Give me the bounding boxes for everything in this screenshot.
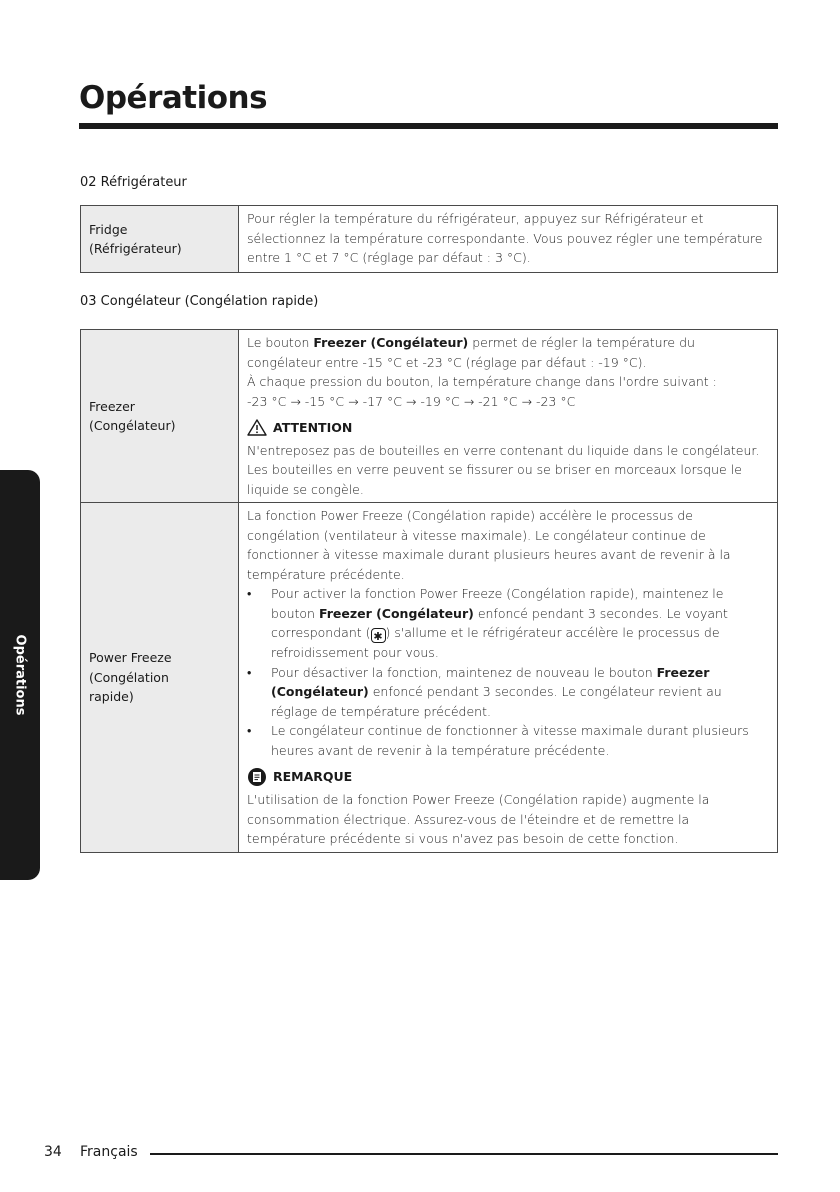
row-label-line: Freezer (89, 398, 135, 414)
section-heading-fridge: 02 Réfrigérateur (80, 175, 187, 190)
list-item (247, 721, 769, 760)
attention-text: N'entreposez pas de bouteilles en verre contenant du liquide dans le congélateur. Les bouteilles en verre peuvent se fissurer ou se briser en morceaux lorsque le liquide se congèle. (247, 442, 760, 497)
bullet-dot: • (247, 664, 252, 680)
title-rule (79, 123, 778, 129)
list-item (247, 663, 769, 722)
page-title: Opérations (79, 80, 268, 116)
text-run: permet de régler la température du congélateur entre -15 °C et -23 °C (réglage par défaut : -19 °C). (247, 335, 695, 370)
freezer-button-name: Freezer (Congélateur) (271, 664, 710, 699)
bullet-dot: • (247, 586, 252, 601)
freezer-paragraph (247, 333, 769, 372)
row-label-line: (Congélateur) (89, 418, 176, 433)
text-run: enfoncé pendant 3 secondes. Le congélateur revient au réglage de température précédent. (271, 684, 722, 719)
freezer-table (80, 329, 778, 853)
freezer-sequence: -23 °C → -15 °C → -17 °C → -19 °C → -21 °C → -23 °C (247, 393, 576, 409)
row-description (239, 503, 778, 853)
table-row (81, 330, 778, 503)
row-label (81, 206, 239, 273)
row-description (239, 206, 778, 273)
row-label (81, 330, 239, 503)
row-label (81, 503, 239, 853)
bullet-dot: • (247, 723, 252, 738)
power-freeze-intro: La fonction Power Freeze (Congélation rapide) accélère le processus de congélation (ventilateur à vitesse maximale). Le congélateur continue de fonctionner à vitesse maximale durant plusieurs heures avant de revenir à la température précédente. (247, 508, 731, 582)
row-label-line: (Congélation (89, 669, 169, 685)
attention-title: ATTENTION (273, 420, 353, 435)
table-row (81, 206, 778, 273)
text-run: Le bouton (247, 335, 314, 350)
power-freeze-bullets (247, 584, 769, 760)
freezer-button-name: Freezer (Congélateur) (318, 605, 474, 621)
list-item (247, 584, 769, 663)
footer-rule (150, 1153, 778, 1155)
fridge-description: Pour régler la température du réfrigérateur, appuyez sur Réfrigérateur et sélectionnez la température correspondante. Vous pouvez régler une température entre 1 °C et 7 °C (réglage par défaut : 3 °C). (247, 211, 763, 265)
row-label-line: rapide) (89, 689, 134, 704)
row-label-line: Power Freeze (89, 650, 172, 665)
section-heading-freezer: 03 Congélateur (Congélation rapide) (80, 294, 319, 309)
note-text: L'utilisation de la fonction Power Freeze (Congélation rapide) augmente la consommation électrique. Assurez-vous de l'éteindre et de remettre la température précédente si vous n'avez pas besoin de cette fonction. (247, 792, 710, 846)
freezer-button-name: Freezer (Congélateur) (313, 335, 469, 350)
text-run: enfoncé pendant 3 secondes. Le voyant correspondant ( (271, 605, 728, 640)
text-run: ) s'allume et le réfrigérateur accélère le processus de refroidissement pour vous. (271, 625, 720, 660)
row-label-line: (Réfrigérateur) (89, 241, 182, 256)
note-title: REMARQUE (273, 769, 353, 785)
row-description (239, 330, 778, 503)
power-freeze-indicator-icon: ✱ (371, 628, 386, 643)
row-label-line: Fridge (89, 221, 128, 237)
note-callout-title (247, 767, 769, 787)
attention-callout-title (247, 418, 769, 438)
footer-language: Français (80, 1144, 138, 1160)
text-run: Pour désactiver la fonction, maintenez de nouveau le bouton (271, 664, 657, 680)
note-icon (247, 767, 267, 787)
text-run: Pour activer la fonction Power Freeze (Congélation rapide), maintenez le bouton (271, 586, 724, 621)
table-row (81, 503, 778, 853)
page-number: 34 (44, 1144, 62, 1160)
fridge-table (80, 205, 778, 273)
text-run: Le congélateur continue de fonctionner à vitesse maximale durant plusieurs heures avant de revenir à la température précédente. (271, 723, 749, 758)
side-tab-label: Opérations (12, 634, 28, 716)
freezer-sequence-intro: À chaque pression du bouton, la température change dans l'ordre suivant : (247, 374, 717, 389)
warning-icon (247, 419, 267, 436)
